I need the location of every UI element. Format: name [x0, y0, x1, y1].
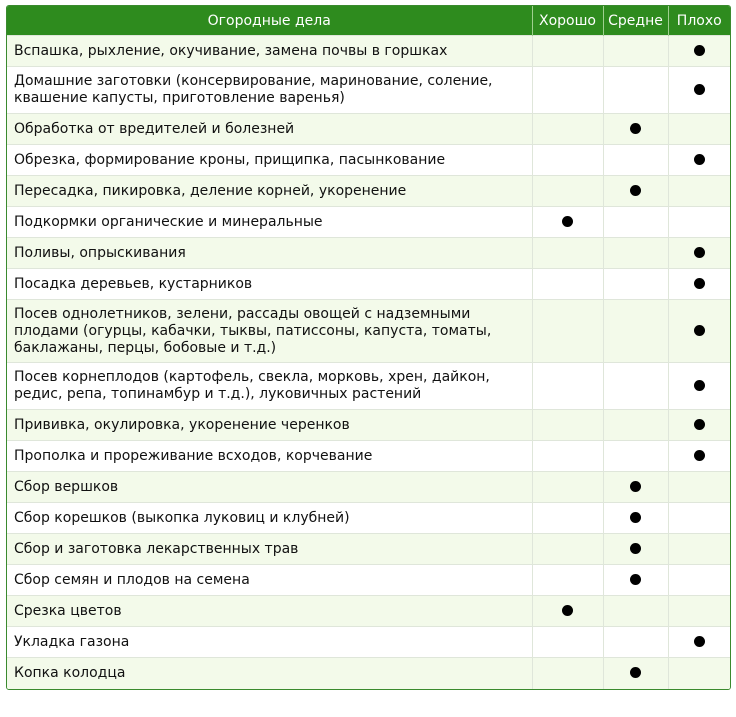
garden-tasks-table-container [6, 5, 731, 690]
filled-circle-icon [630, 123, 641, 134]
filled-circle-icon [694, 247, 705, 258]
table-row [7, 36, 730, 67]
table-row [7, 176, 730, 207]
task-cell: Домашние заготовки (консервирование, маринование, соление, квашение капусты, приготовление варенья) [7, 67, 532, 114]
filled-circle-icon [562, 216, 573, 227]
filled-circle-icon [562, 605, 573, 616]
task-cell: Сбор и заготовка лекарственных трав [7, 534, 532, 565]
table-row [7, 441, 730, 472]
table-row [7, 627, 730, 658]
rating-cell-medium [603, 534, 668, 565]
rating-cell-bad [668, 145, 730, 176]
table-row [7, 300, 730, 363]
header-task: Огородные дела [7, 6, 532, 36]
task-cell: Сбор семян и плодов на семена [7, 565, 532, 596]
rating-cell-bad [668, 534, 730, 565]
garden-tasks-table [7, 6, 730, 689]
rating-cell-good [532, 114, 603, 145]
filled-circle-icon [694, 154, 705, 165]
rating-cell-good [532, 658, 603, 689]
rating-cell-good [532, 176, 603, 207]
task-cell: Подкормки органические и минеральные [7, 207, 532, 238]
rating-cell-bad [668, 503, 730, 534]
filled-circle-icon [630, 185, 641, 196]
rating-cell-bad [668, 238, 730, 269]
rating-cell-bad [668, 627, 730, 658]
rating-cell-medium [603, 363, 668, 410]
rating-cell-medium [603, 472, 668, 503]
filled-circle-icon [694, 419, 705, 430]
table-row [7, 503, 730, 534]
task-cell: Пересадка, пикировка, деление корней, укоренение [7, 176, 532, 207]
task-cell: Обрезка, формирование кроны, прищипка, пасынкование [7, 145, 532, 176]
rating-cell-good [532, 410, 603, 441]
filled-circle-icon [630, 481, 641, 492]
table-row [7, 238, 730, 269]
header-bad: Плохо [668, 6, 730, 36]
rating-cell-bad [668, 176, 730, 207]
rating-cell-medium [603, 441, 668, 472]
rating-cell-good [532, 472, 603, 503]
header-medium: Средне [603, 6, 668, 36]
rating-cell-medium [603, 300, 668, 363]
rating-cell-medium [603, 627, 668, 658]
table-row [7, 207, 730, 238]
rating-cell-bad [668, 565, 730, 596]
task-cell: Обработка от вредителей и болезней [7, 114, 532, 145]
rating-cell-medium [603, 596, 668, 627]
rating-cell-good [532, 207, 603, 238]
table-row [7, 410, 730, 441]
table-row [7, 363, 730, 410]
rating-cell-bad [668, 300, 730, 363]
filled-circle-icon [630, 574, 641, 585]
rating-cell-medium [603, 410, 668, 441]
rating-cell-good [532, 269, 603, 300]
rating-cell-bad [668, 207, 730, 238]
rating-cell-medium [603, 176, 668, 207]
rating-cell-medium [603, 67, 668, 114]
header-good: Хорошо [532, 6, 603, 36]
rating-cell-good [532, 145, 603, 176]
rating-cell-good [532, 503, 603, 534]
rating-cell-good [532, 238, 603, 269]
table-row [7, 472, 730, 503]
table-header-row [7, 6, 730, 36]
filled-circle-icon [694, 325, 705, 336]
rating-cell-medium [603, 207, 668, 238]
rating-cell-bad [668, 410, 730, 441]
filled-circle-icon [694, 84, 705, 95]
task-cell: Прививка, окулировка, укоренение черенков [7, 410, 532, 441]
table-row [7, 114, 730, 145]
rating-cell-bad [668, 658, 730, 689]
filled-circle-icon [630, 543, 641, 554]
task-cell: Посев однолетников, зелени, рассады овощей с надземными плодами (огурцы, кабачки, тыквы, патиссоны, капуста, томаты, баклажаны, перцы, бобовые и т.д.) [7, 300, 532, 363]
rating-cell-good [532, 300, 603, 363]
rating-cell-medium [603, 503, 668, 534]
table-row [7, 596, 730, 627]
rating-cell-medium [603, 269, 668, 300]
task-cell: Посев корнеплодов (картофель, свекла, морковь, хрен, дайкон, редис, репа, топинамбур и т.д.), луковичных растений [7, 363, 532, 410]
rating-cell-good [532, 363, 603, 410]
rating-cell-good [532, 596, 603, 627]
task-cell: Вспашка, рыхление, окучивание, замена почвы в горшках [7, 36, 532, 67]
rating-cell-bad [668, 596, 730, 627]
table-body [7, 36, 730, 689]
filled-circle-icon [694, 636, 705, 647]
rating-cell-bad [668, 269, 730, 300]
rating-cell-medium [603, 238, 668, 269]
task-cell: Копка колодца [7, 658, 532, 689]
task-cell: Сбор вершков [7, 472, 532, 503]
rating-cell-good [532, 441, 603, 472]
filled-circle-icon [630, 512, 641, 523]
task-cell: Прополка и прореживание всходов, корчевание [7, 441, 532, 472]
table-row [7, 534, 730, 565]
table-row [7, 269, 730, 300]
task-cell: Сбор корешков (выкопка луковиц и клубней) [7, 503, 532, 534]
rating-cell-good [532, 67, 603, 114]
rating-cell-good [532, 627, 603, 658]
rating-cell-medium [603, 36, 668, 67]
rating-cell-bad [668, 67, 730, 114]
rating-cell-bad [668, 441, 730, 472]
rating-cell-good [532, 534, 603, 565]
table-row [7, 658, 730, 689]
rating-cell-good [532, 565, 603, 596]
task-cell: Посадка деревьев, кустарников [7, 269, 532, 300]
table-row [7, 67, 730, 114]
filled-circle-icon [694, 380, 705, 391]
filled-circle-icon [694, 450, 705, 461]
filled-circle-icon [630, 667, 641, 678]
rating-cell-medium [603, 565, 668, 596]
rating-cell-bad [668, 472, 730, 503]
table-row [7, 565, 730, 596]
rating-cell-bad [668, 114, 730, 145]
rating-cell-medium [603, 114, 668, 145]
task-cell: Укладка газона [7, 627, 532, 658]
filled-circle-icon [694, 45, 705, 56]
rating-cell-good [532, 36, 603, 67]
rating-cell-bad [668, 363, 730, 410]
task-cell: Поливы, опрыскивания [7, 238, 532, 269]
table-row [7, 145, 730, 176]
task-cell: Срезка цветов [7, 596, 532, 627]
filled-circle-icon [694, 278, 705, 289]
rating-cell-medium [603, 658, 668, 689]
rating-cell-bad [668, 36, 730, 67]
rating-cell-medium [603, 145, 668, 176]
